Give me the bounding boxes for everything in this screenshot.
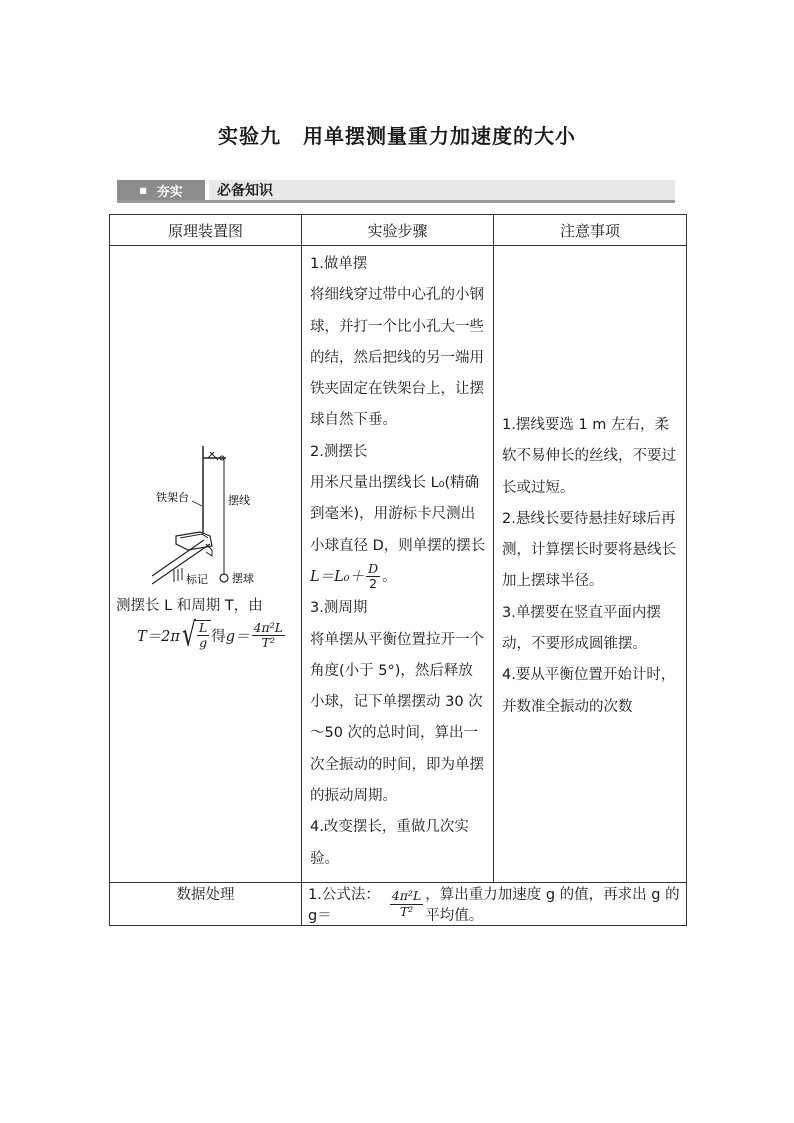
dp-prefix: 1.公式法：g＝ (308, 887, 380, 924)
header-principle: 原理装置图 (110, 215, 302, 246)
header-steps: 实验步骤 (302, 215, 494, 246)
sqrt-expression: √ $\frac{L}{g}$ (182, 620, 211, 651)
experiment-table (109, 214, 687, 926)
g-eq-left: g＝ (225, 628, 250, 645)
note-item: 2.悬线长要待悬挂好球后再测，计算摆长时要将悬线长加上摆球半径。 (502, 510, 676, 590)
step2-title: 2.测摆长 (310, 443, 368, 460)
page-title (0, 120, 794, 149)
step2-fraction: $\frac{D}{2}$ (368, 561, 379, 592)
step2-formula: L＝L₀＋ (310, 568, 365, 585)
step3-body: 将单摆从平衡位置拉开一个角度(小于 5°)，然后释放小球，记下单摆摆动 30 次～50 次的总时间，算出一次全振动的时间，即为单摆的振动周期。 (310, 631, 484, 805)
sqrt-numerator: L (198, 620, 208, 635)
dp-fraction: $\frac{\text{4π²L}}{\text{T²}}$ (391, 888, 422, 919)
step1-body: 将细线穿过带中心孔的小钢球，并打一个比小孔大一些的结，然后把线的另一端用铁夹固定在铁架台上，让摆球自然下垂。 (310, 287, 484, 429)
label-ball: 摆球 (232, 572, 254, 585)
g-numerator: 4π²L (253, 619, 284, 635)
step2-body: 用米尺量出摆线长 L₀(精确到毫米)，用游标卡尺测出小球直径 D，则单摆的摆长L＝L₀＋ $\frac{D}{2}$ 。 (310, 475, 486, 592)
bullet-icon: ■ (139, 185, 147, 195)
principle-cell (110, 246, 302, 883)
data-processing-content (302, 883, 687, 926)
principle-intro: 测摆长 L 和周期 T，由 (116, 598, 263, 614)
get-word: 得 (211, 628, 226, 645)
step1-title: 1.做单摆 (310, 256, 368, 272)
section-tag-label: 夯实 (156, 184, 183, 200)
experiment-number: 实验九 (218, 124, 281, 148)
pendulum-apparatus-diagram (152, 444, 272, 586)
label-mark: 标记 (186, 573, 208, 586)
note-item: 3.单摆要在竖直平面内摆动，不要形成圆锥摆。 (502, 604, 661, 653)
label-stand: 铁架台 (156, 491, 189, 504)
period-eq-left: T＝2π (137, 628, 180, 645)
step4: 4.改变摆长，重做几次实验。 (310, 819, 469, 867)
g-fraction (252, 621, 285, 651)
sqrt-denominator: g (199, 635, 208, 651)
period-formula (137, 616, 287, 655)
section-tag (117, 180, 205, 200)
section-name: 必备知识 (209, 180, 675, 200)
note-item: 4.要从平衡位置开始计时，并数准全振动的次数 (502, 667, 676, 715)
note-item: 1.摆线要选 1 m 左右，柔软不易伸长的丝线，不要过长或过短。 (502, 417, 676, 496)
data-processing-label: 数据处理 (110, 883, 302, 926)
header-notes: 注意事项 (494, 215, 687, 246)
experiment-title: 用单摆测量重力加速度的大小 (303, 124, 576, 148)
steps-cell (302, 246, 494, 883)
step3-title: 3.测周期 (310, 600, 368, 617)
notes-cell (494, 246, 687, 883)
section-header (117, 180, 675, 203)
dp-suffix: ，算出重力加速度 g 的值，再求出 g 的平均值。 (425, 887, 680, 924)
label-string: 摆线 (228, 494, 250, 507)
g-denominator: T² (261, 634, 275, 650)
